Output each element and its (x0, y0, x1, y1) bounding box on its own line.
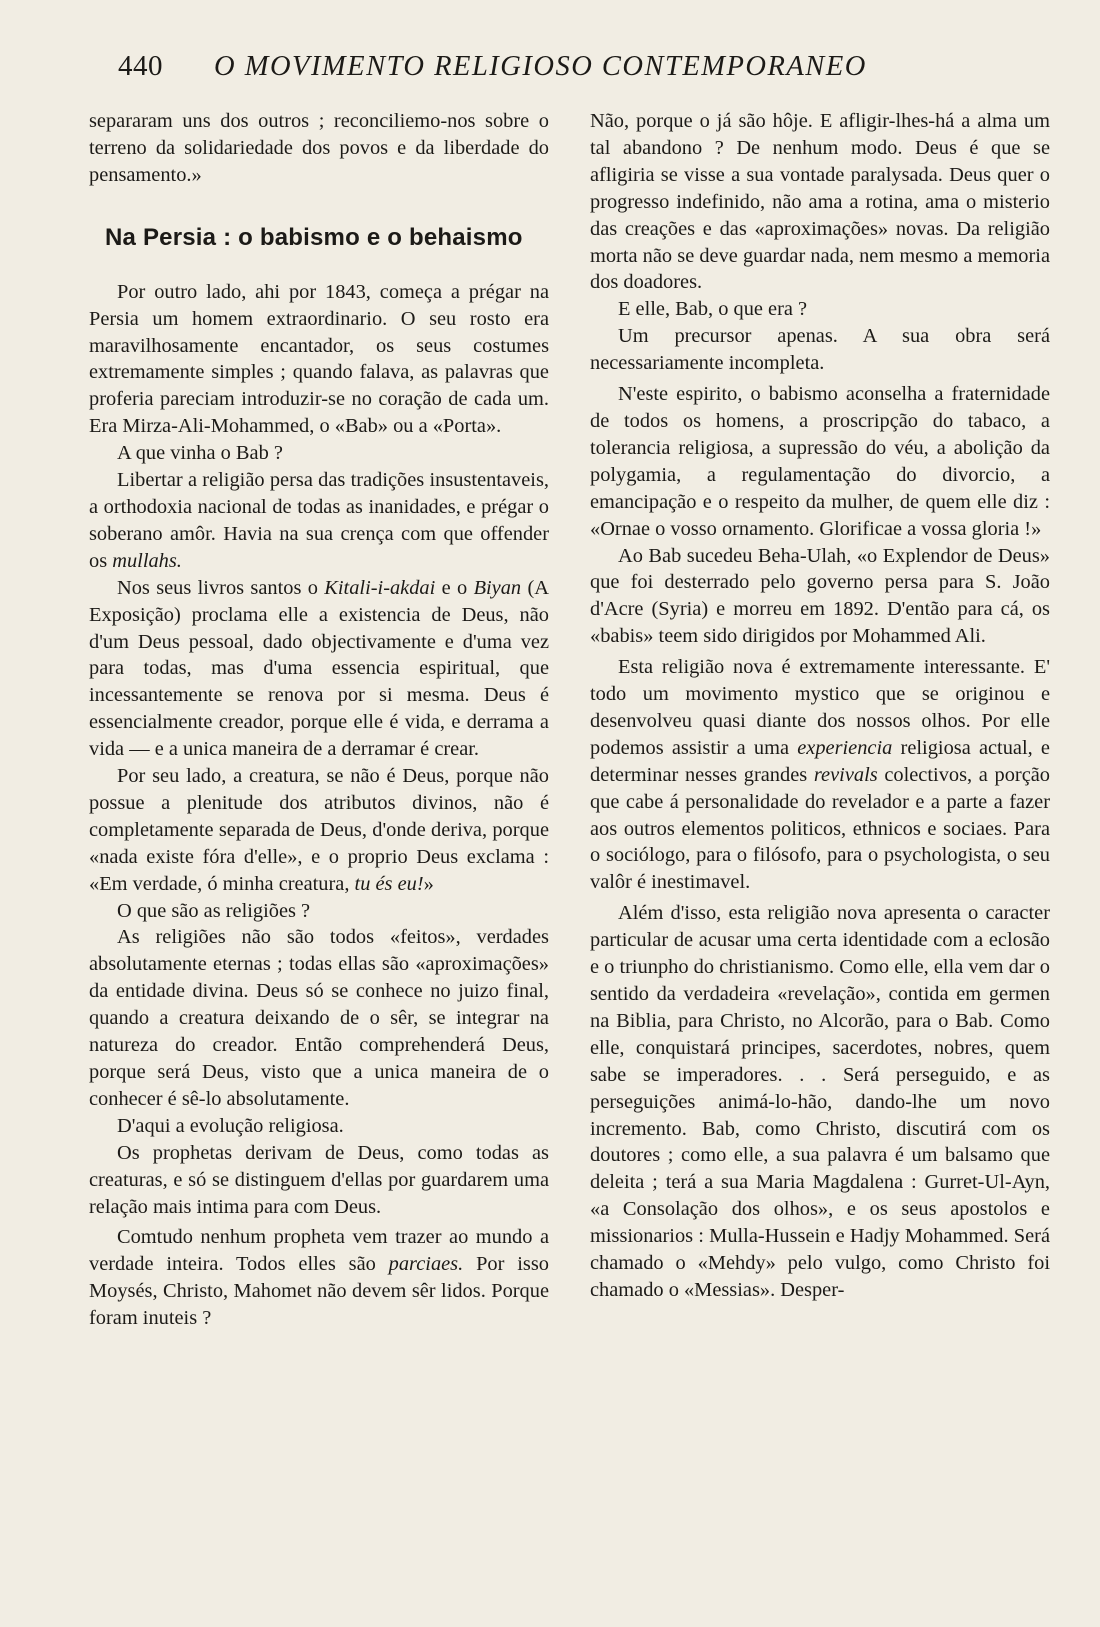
text-run: Libertar a religião persa das tradições insustentaveis, a orthodoxia nacional de todas as inanidades, e prégar o soberano amôr. Havia na sua crença com que offender os (89, 469, 549, 572)
right-column (590, 108, 1050, 1304)
paragraph: Não, porque o já são hôje. E afligir-lhes-há a alma um tal abandono ? De nenhum modo. Deus é que se afligiria se visse a sua vontade paralysada. Deus quer o progresso indefinido, não ama a rotina, ama o misterio das creações e das «aproximações» novas. Da religião morta não se deve guardar nada, nem mesmo a memoria dos doadores. (590, 110, 1050, 294)
running-title: O MOVIMENTO RELIGIOSO CONTEMPORANEO (214, 51, 867, 82)
italic-term: parciaes. (388, 1253, 464, 1276)
paragraph: D'aqui a evolução religiosa. (117, 1114, 344, 1137)
paragraph: Os prophetas derivam de Deus, como todas as creaturas, e só se distinguem d'ellas por guardarem uma relação mais intima para com Deus. (89, 1141, 549, 1218)
text-run: Esta religião nova é extremamente interessante. E' todo um movimento mystico que se originou e desenvolveu quasi diante dos nossos olhos. Por elle podemos assistir a uma (590, 656, 1050, 759)
italic-quote: tu és eu! (354, 872, 424, 895)
text-run: » (423, 872, 434, 895)
italic-title: Biyan (473, 576, 522, 599)
paragraph (89, 763, 549, 898)
paragraph: separaram uns dos outros ; reconciliemo-nos sobre o terreno da solidariedade dos povos e da liberdade do pensamento.» (89, 110, 549, 186)
page-number: 440 (118, 50, 163, 82)
paragraph: As religiões não são todos «feitos», verdades absolutamente eternas ; todas ellas são «aproximações» da entidade divina. Deus só se conhece no juizo final, quando a creatura deixando de o sêr, se integrar na natureza do creador. Então comprehenderá Deus, porque será Deus, visto que a unica maneira de o conhecer é sê-lo absolutamente. (89, 926, 549, 1110)
text-run: (A Exposição) proclama elle a existencia de Deus, não d'um Deus pessoal, dado objectivamente e d'uma vez para todas, mas d'uma essencia espiritual, que incessantemente se renova por si mesma. Deus é essencialmente creador, porque elle é vida, e derrama a vida — e a unica maneira de a derramar é crear. (89, 576, 549, 761)
paragraph: Além d'isso, esta religião nova apresenta o caracter particular de acusar uma certa identidade com a eclosão e o triunpho do christianismo. Como elle, ella vem dar o sentido da verdadeira «revelação», contida em germen na Biblia, para Christo, no Alcorão, para o Bab. Como elle, conquistará principes, sacerdotes, nobres, quem sabe se imperadores. . . Será perseguido, e as perseguições animá-lo-hão, dando-lhe um novo incremento. Bab, como Christo, discutirá com os doutores ; como elle, a sua palavra é um balsamo que deleita ; terá a sua Maria Magdalena : Gurret-Ul-Ayn, «a Consolação dos olhos», e os seus apostolos e missionarios : Mulla-Hussein e Hadjy Mohammed. Será chamado o «Mehdy» pelo vulgo, como Christo foi chamado o «Messias». Desper- (590, 902, 1050, 1301)
running-header (118, 50, 938, 83)
paragraph: E elle, Bab, o que era ? (618, 298, 808, 321)
paragraph: A que vinha o Bab ? (117, 442, 283, 465)
text-run: religiosa actual, e determinar nesses grandes (590, 736, 1050, 786)
left-column (89, 108, 549, 1332)
text-run: Por isso Moysés, Christo, Mahomet não devem sêr lidos. Porque foram inuteis ? (89, 1253, 549, 1330)
text-run: Comtudo nenhum propheta vem trazer ao mundo a verdade inteira. Todos elles são (89, 1226, 549, 1276)
text-run: colectivos, a porção que cabe á personalidade do revelador e a parte a fazer aos outros elementos politicos, ethnicos e sociaes. Para o sociólogo, para o filósofo, para o psychologista, o seu valôr é inestimavel. (590, 763, 1050, 894)
section-heading: Na Persia : o babismo e o behaismo (105, 223, 523, 251)
text-run: Por seu lado, a creatura, se não é Deus, porque não possue a plenitude dos atributos divinos, não é completamente separada de Deus, d'onde deriva, porque «nada existe fóra d'elle», e o proprio Deus exclama : «Em verdade, ó minha creatura, (89, 765, 549, 895)
italic-term: revivals (813, 763, 878, 786)
paragraph (89, 575, 549, 763)
paragraph (89, 467, 549, 575)
text-run: e o (435, 576, 474, 599)
paragraph: Ao Bab sucedeu Beha-Ulah, «o Explendor de Deus» que foi desterrado pelo governo persa para S. João d'Acre (Syria) e morreu em 1892. D'então para cá, os «babis» teem sido dirigidos por Mohammed Ali. (590, 544, 1050, 648)
paragraph: O que são as religiões ? (117, 899, 311, 922)
paragraph (89, 1224, 549, 1332)
italic-title: Kitali-i-akdai (324, 576, 436, 599)
italic-term: experiencia (797, 736, 893, 759)
text-run: Nos seus livros santos o (117, 576, 325, 599)
paragraph: N'este espirito, o babismo aconselha a fraternidade de todos os homens, a proscripção do tabaco, a tolerancia religiosa, a supressão do véu, a abolição da polygamia, a regulamentação do divorcio, a emancipação e o respeito da mulher, de quem elle diz : «Ornae o vosso ornamento. Glorificae a vossa gloria !» (590, 383, 1050, 540)
paragraph: Um precursor apenas. A sua obra será necessariamente incompleta. (590, 325, 1050, 375)
italic-term: mullahs. (112, 549, 182, 572)
paragraph (590, 654, 1050, 896)
paragraph: Por outro lado, ahi por 1843, começa a prégar na Persia um homem extraordinario. O seu rosto era maravilhosamente encantador, os seus costumes extremamente simples ; quando falava, as palavras que proferia pareciam introduzir-se no coração de cada um. Era Mirza-Ali-Mohammed, o «Bab» ou a «Porta». (89, 280, 549, 438)
